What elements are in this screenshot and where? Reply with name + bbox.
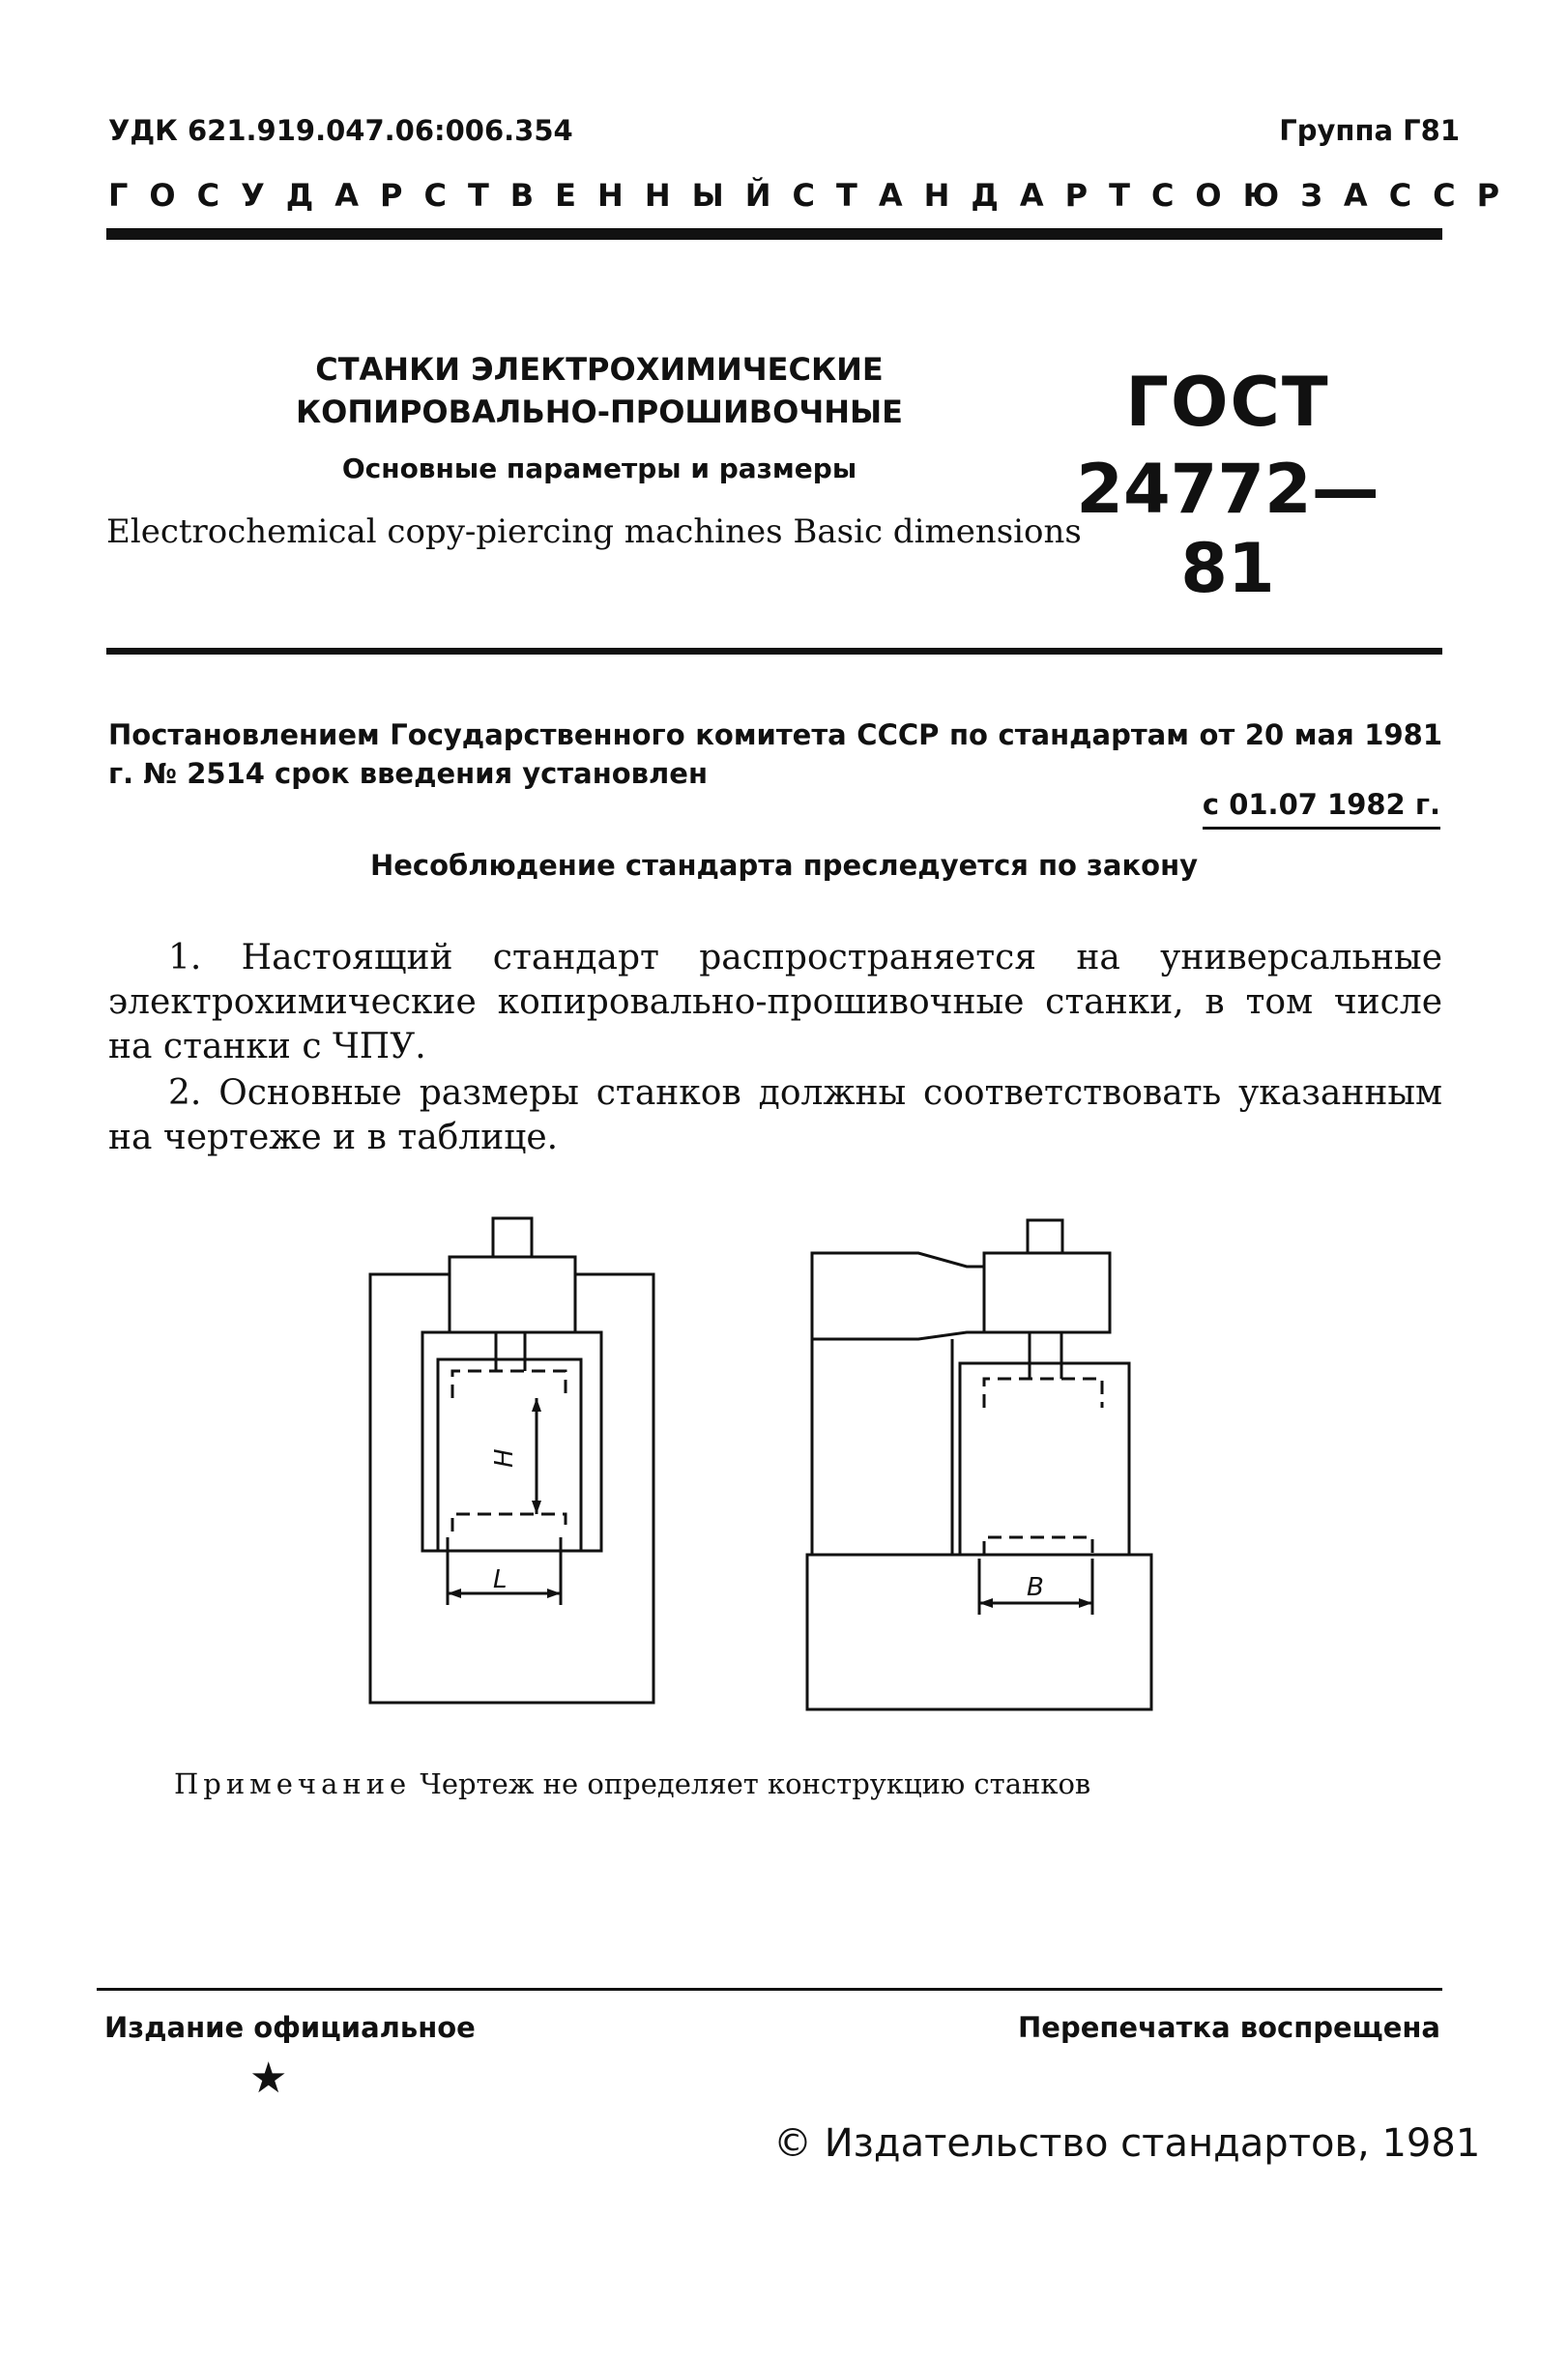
title-line-2: КОПИРОВАЛЬНО-ПРОШИВОЧНЫЕ	[296, 394, 903, 430]
copyright: © Издательство стандартов, 1981	[773, 2121, 1481, 2166]
left-machine-spindle	[493, 1218, 532, 1257]
udk-code: УДК 621.919.047.06:006.354	[108, 114, 573, 147]
note	[174, 1767, 1090, 1800]
english-title: Electrochemical copy-piercing machines Basic dimensions	[106, 512, 1082, 551]
dim-h-label: H	[490, 1448, 519, 1468]
note-label: Примечание	[174, 1767, 412, 1800]
title-rule	[106, 648, 1442, 655]
header-thick-rule	[106, 228, 1442, 240]
right-machine-column-lower	[812, 1339, 952, 1555]
paragraph-1	[108, 936, 1442, 1069]
edition-label: Издание официальное	[104, 2011, 476, 2044]
left-machine-column	[422, 1332, 601, 1551]
law-notice: Несоблюдение стандарта преследуется по закону	[369, 849, 1199, 882]
dim-l-label: L	[493, 1565, 508, 1594]
paragraph-1-text: 1. Настоящий стандарт распространяется на универсальные электрохимические копировально-прошивочные станки, в том числе на станки с ЧПУ.	[108, 938, 1442, 1066]
state-standard-word: ГОСУДАРСТВЕННЫЙ	[108, 177, 793, 214]
note-text: Чертеж не определяет конструкцию станков	[420, 1767, 1091, 1800]
right-machine-upper-tool	[984, 1379, 1102, 1408]
state-standard-word: СТАНДАРТ	[792, 177, 1151, 214]
state-standard-word: ССР	[1388, 177, 1522, 214]
reprint-notice: Перепечатка воспрещена	[1018, 2011, 1440, 2044]
subtitle: Основные параметры и размеры	[341, 452, 857, 484]
paragraph-2-text: 2. Основные размеры станков должны соответствовать указанным на чертеже и в таблице.	[108, 1073, 1442, 1157]
machine-drawing	[0, 1199, 1568, 1740]
right-machine-spindle	[1028, 1220, 1062, 1253]
footer-rule	[97, 1988, 1442, 1991]
right-machine-lower-tool	[984, 1537, 1092, 1555]
decree-text: Постановлением Государственного комитета СССР по стандартам от 20 мая 1981 г. № 2514 срок введения установлен	[108, 718, 1442, 790]
gost-number: 24772—81	[1076, 450, 1379, 608]
title-line-1: СТАНКИ ЭЛЕКТРОХИМИЧЕСКИЕ	[315, 351, 884, 388]
gost-label: ГОСТ	[1125, 363, 1330, 442]
dim-b-label: B	[1027, 1573, 1044, 1602]
state-standard-word: СОЮЗА	[1150, 177, 1389, 214]
right-machine-worktable	[960, 1363, 1129, 1555]
paragraph-2	[108, 1071, 1442, 1160]
left-machine-head	[450, 1257, 575, 1332]
title-block	[251, 348, 947, 484]
right-machine-electrode-stem	[1030, 1332, 1061, 1379]
right-machine-column	[812, 1253, 984, 1339]
right-machine-head	[984, 1253, 1110, 1332]
group-code: Группа Г81	[1279, 114, 1460, 147]
star-icon: ★	[249, 2054, 288, 2103]
effective-date: с 01.07 1982 г.	[1203, 788, 1440, 830]
state-standard-banner	[108, 177, 1522, 214]
